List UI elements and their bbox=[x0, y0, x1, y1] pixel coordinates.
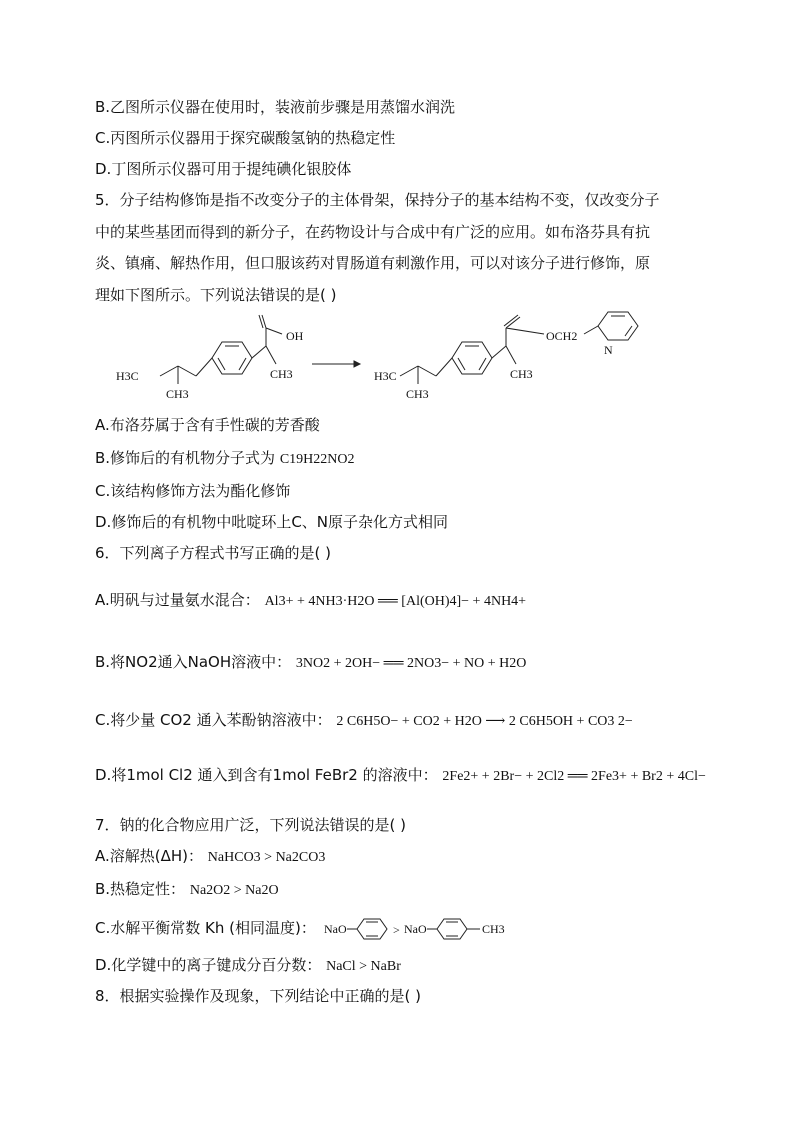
q7-option-c-label: C.水解平衡常数 Kh (相同温度)： bbox=[95, 919, 316, 937]
q5-left-ch3: CH3 bbox=[270, 367, 293, 381]
q7-option-a bbox=[95, 846, 325, 868]
q6-stem: 6．下列离子方程式书写正确的是( ) bbox=[95, 544, 332, 562]
q5-option-d: D.修饰后的有机物中吡啶环上C、N原子杂化方式相同 bbox=[95, 513, 449, 531]
q5-option-c: C.该结构修饰方法为酯化修饰 bbox=[95, 482, 291, 500]
q5-pyridine-n: N bbox=[604, 343, 613, 357]
q6-option-c-label: C.将少量 CO2 通入苯酚钠溶液中： bbox=[95, 711, 332, 729]
q7-option-a-expr: NaHCO3 > Na2CO3 bbox=[207, 850, 326, 865]
q7-option-a-label: A.溶解热(ΔH)： bbox=[95, 847, 204, 865]
q6-option-c bbox=[95, 710, 633, 732]
q7-option-b-label: B.热稳定性： bbox=[95, 880, 186, 898]
q8-stem: 8．根据实验操作及现象，下列结论中正确的是( ) bbox=[95, 987, 422, 1005]
q5-stem-line1: 5．分子结构修饰是指不改变分子的主体骨架，保持分子的基本结构不变，仅改变分子 bbox=[95, 191, 660, 209]
q5-left-ch3b: CH3 bbox=[166, 387, 189, 401]
q5-stem-line3: 炎、镇痛、解热作用，但口服该药对胃肠道有刺激作用，可以对该分子进行修饰，原 bbox=[95, 254, 651, 272]
q6-option-b bbox=[95, 652, 526, 674]
q6-option-a-equation: Al3+ + 4NH3·H2O ══ [Al(OH)4]− + 4NH4+ bbox=[264, 594, 527, 609]
q5-right-ch3: CH3 bbox=[510, 367, 533, 381]
q6-option-b-equation: 3NO2 + 2OH− ══ 2NO3− + NO + H2O bbox=[295, 656, 527, 671]
q7-option-d-expr: NaCl > NaBr bbox=[326, 959, 401, 974]
q4-option-d: D.丁图所示仪器可用于提纯碘化银胶体 bbox=[95, 160, 352, 178]
q6-option-d-equation: 2Fe2+ + 2Br− + 2Cl2 ══ 2Fe3+ + Br2 + 4Cl− bbox=[442, 769, 706, 784]
q5-left-oh: OH bbox=[286, 329, 304, 343]
q5-stem-line4: 理如下图所示。下列说法错误的是( ) bbox=[95, 286, 337, 304]
q5-left-h3c: H3C bbox=[116, 369, 139, 383]
q5-right-ch3b: CH3 bbox=[406, 387, 429, 401]
q5-reaction-diagram bbox=[0, 300, 794, 410]
q7-option-c-structures bbox=[320, 912, 520, 942]
q6-option-d bbox=[95, 765, 706, 787]
q6-option-a-label: A.明矾与过量氨水混合： bbox=[95, 591, 260, 609]
q4-option-b: B.乙图所示仪器在使用时，装液前步骤是用蒸馏水润洗 bbox=[95, 98, 456, 116]
q7-option-d-label: D.化学键中的离子键成分百分数： bbox=[95, 956, 322, 974]
q7-stem: 7．钠的化合物应用广泛，下列说法错误的是( ) bbox=[95, 816, 407, 834]
q7-option-b-expr: Na2O2 > Na2O bbox=[189, 883, 279, 898]
q5-stem-line2: 中的某些基团而得到的新分子，在药物设计与合成中有广泛的应用。如布洛芬具有抗 bbox=[95, 223, 651, 241]
q6-option-c-equation: 2 C6H5O− + CO2 + H2O ⟶ 2 C6H5OH + CO3 2− bbox=[336, 714, 633, 729]
q5-right-h3c: H3C bbox=[374, 369, 397, 383]
q5-right-ester: OCH2 bbox=[546, 329, 578, 343]
q6-option-b-label: B.将NO2通入NaOH溶液中： bbox=[95, 653, 292, 671]
q4-option-c: C.丙图所示仪器用于探究碳酸氢钠的热稳定性 bbox=[95, 129, 396, 147]
q6-option-a bbox=[95, 590, 526, 612]
svg-text:>: > bbox=[393, 923, 400, 937]
q7-option-d bbox=[95, 955, 401, 977]
q7-c-right-nao: NaO bbox=[404, 922, 427, 936]
q5-option-b-label: B.修饰后的有机物分子式为 bbox=[95, 449, 280, 467]
q7-c-left-nao: NaO bbox=[324, 922, 347, 936]
q5-option-b bbox=[95, 448, 355, 470]
q7-c-right-ch3: CH3 bbox=[482, 922, 505, 936]
q5-option-b-formula: C19H22NO2 bbox=[279, 452, 355, 467]
q6-option-d-label: D.将1mol Cl2 通入到含有1mol FeBr2 的溶液中： bbox=[95, 766, 438, 784]
q7-option-c bbox=[95, 918, 316, 938]
q7-option-b bbox=[95, 879, 279, 901]
q5-option-a: A.布洛芬属于含有手性碳的芳香酸 bbox=[95, 416, 320, 434]
